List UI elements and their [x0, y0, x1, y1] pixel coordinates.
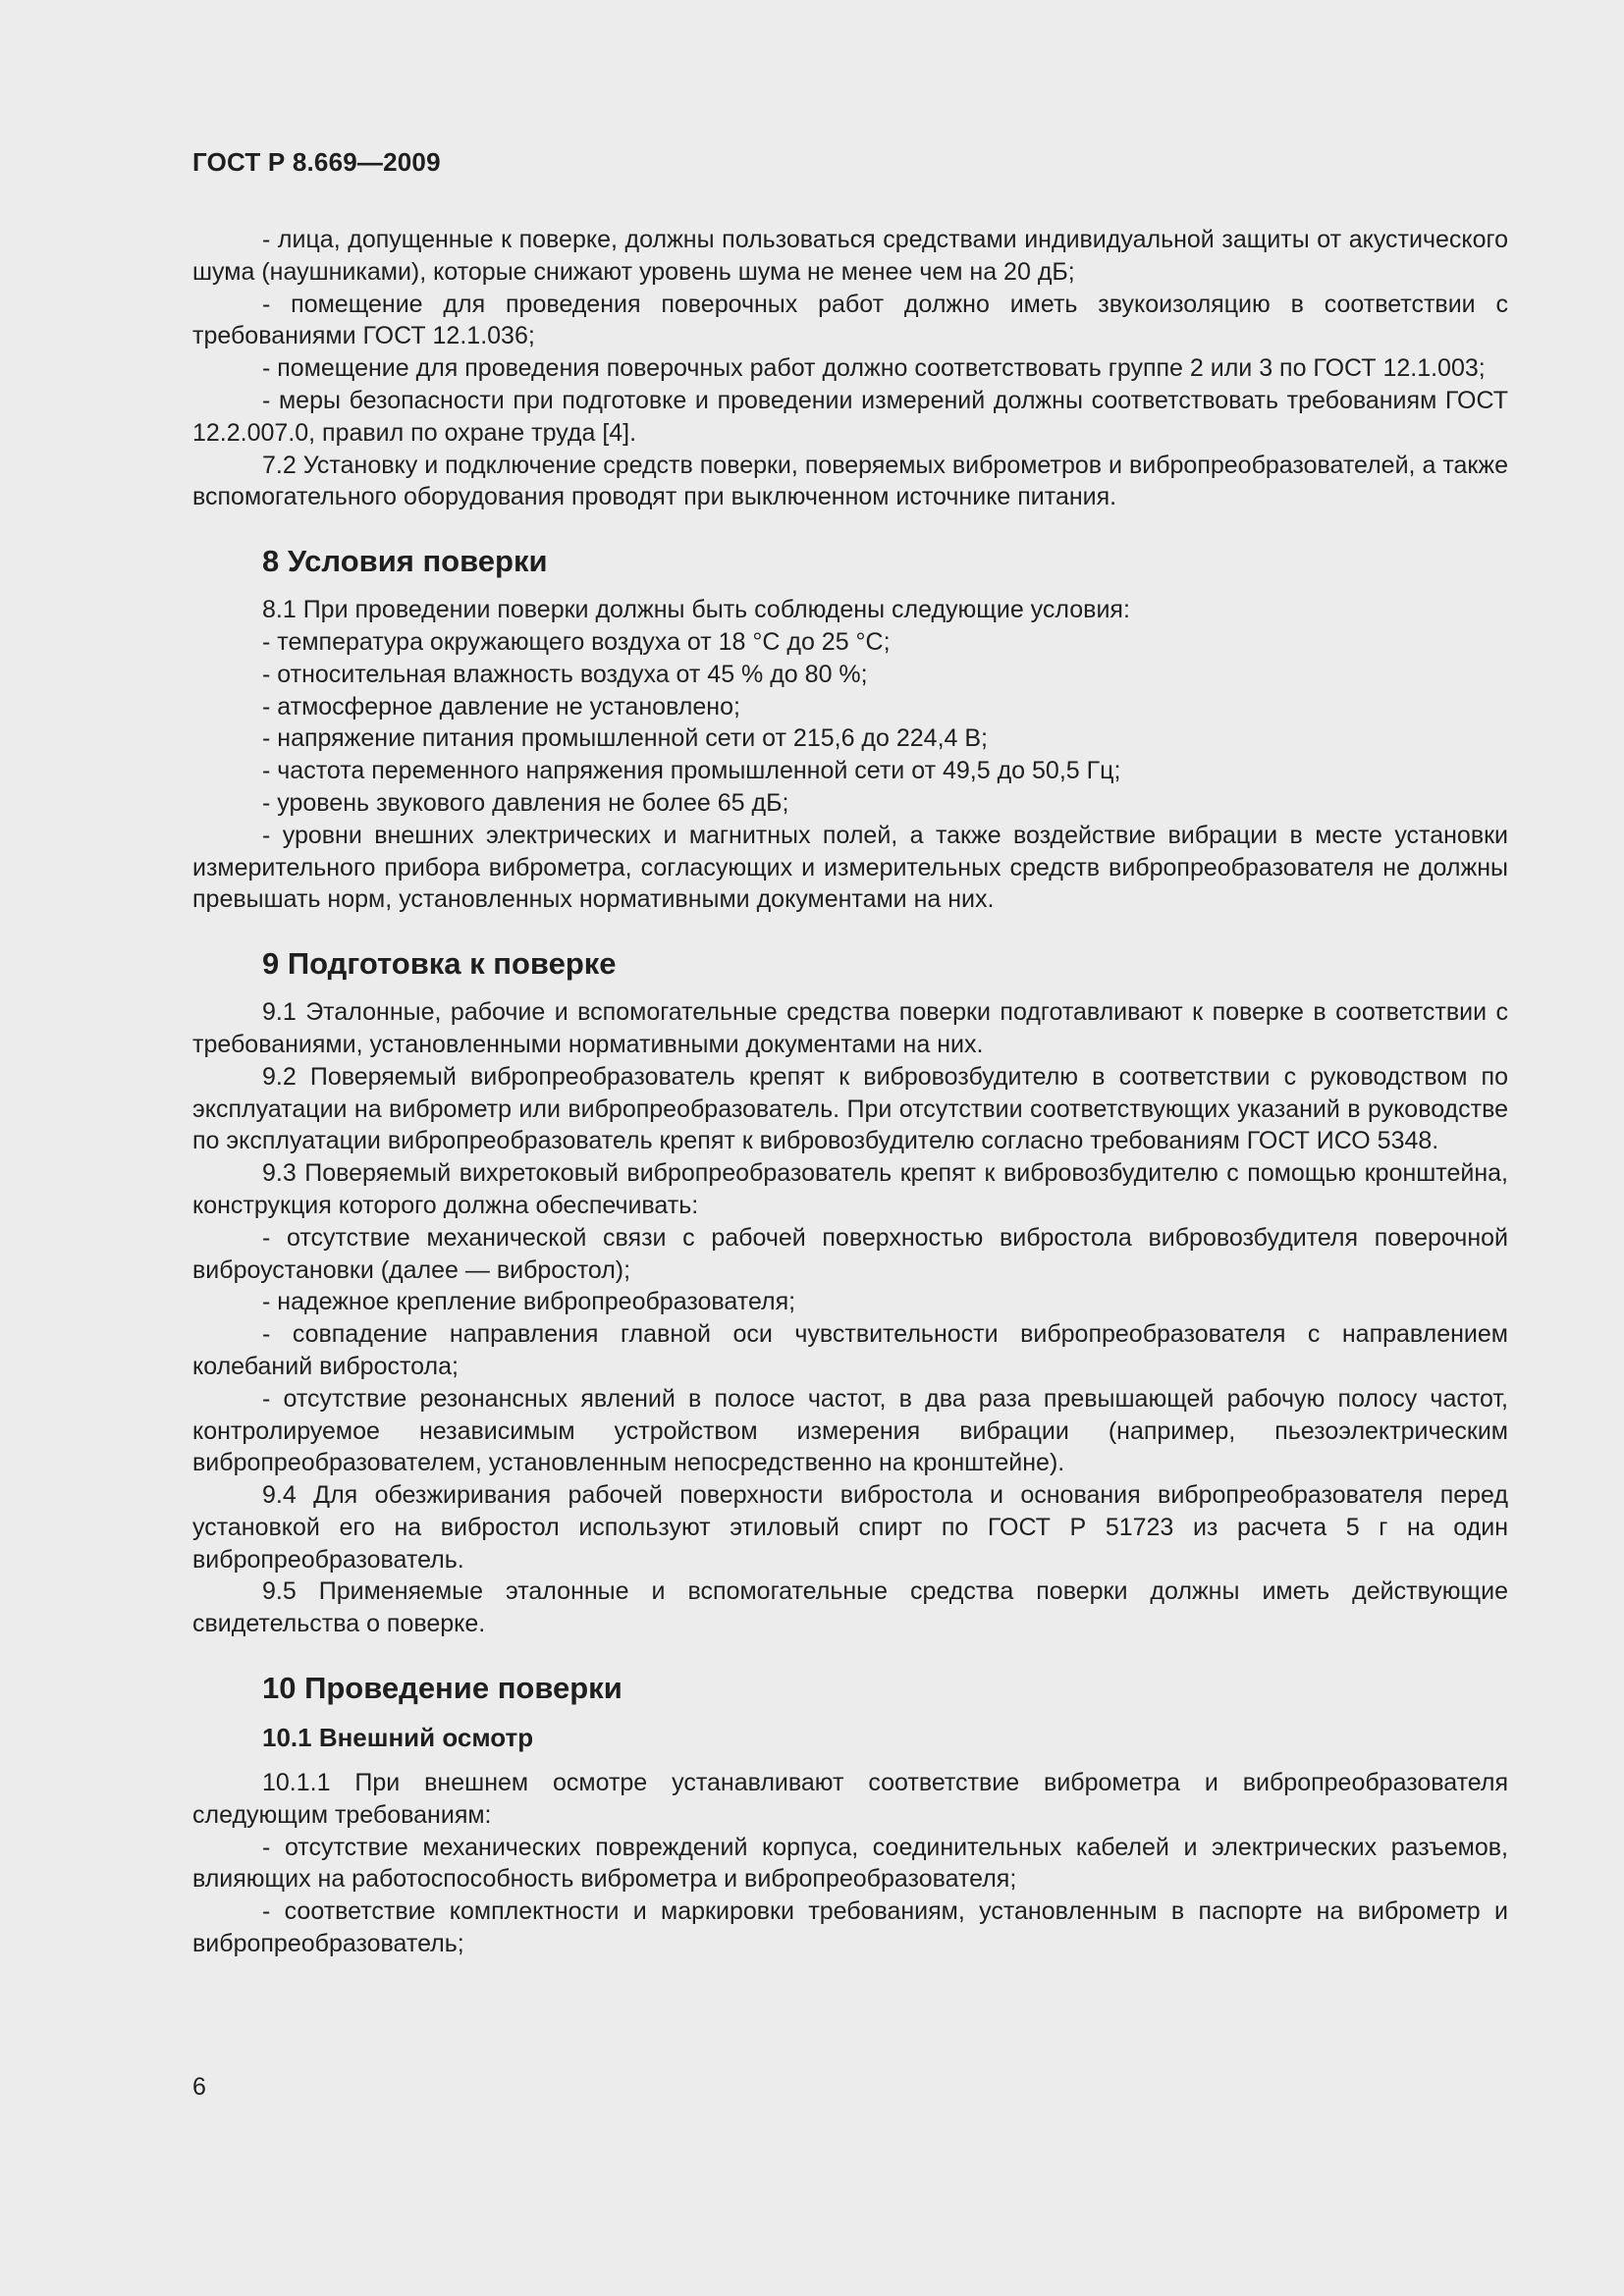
page-number: 6: [192, 2073, 206, 2101]
paragraph: - помещение для проведения поверочных работ должно соответствовать группе 2 или 3 по ГОСТ 12.1.003;: [262, 354, 1486, 383]
section-heading-9: 9 Подготовка к поверке: [262, 946, 617, 982]
paragraph: - помещение для проведения поверочных работ должно иметь звукоизоляцию в соответствии с требованиями ГОСТ 12.1.036;: [192, 290, 1508, 350]
paragraph: - уровни внешних электрических и магнитных полей, а также воздействие вибрации в месте установки измерительного прибора виброметра, согласующих и измерительных средств вибропреобразователя не должны превышать норм, установленных нормативными документами на них.: [192, 821, 1508, 914]
paragraph: - атмосферное давление не установлено;: [262, 692, 740, 721]
section-heading-10: 10 Проведение поверки: [262, 1671, 623, 1706]
paragraph: - отсутствие резонансных явлений в полосе частот, в два раза превышающей рабочую полосу частот, контролируемое независимым устройством измерения вибрации (например, пьезоэлектрическим вибропреобразователем, установленным непосредственно на кронштейне).: [192, 1384, 1508, 1477]
paragraph: - температура окружающего воздуха от 18 °С до 25 °С;: [262, 627, 891, 656]
document-code-header: ГОСТ Р 8.669—2009: [192, 147, 441, 177]
paragraph: - надежное крепление вибропреобразователя;: [262, 1288, 796, 1316]
paragraph: - лица, допущенные к поверке, должны пользоваться средствами индивидуальной защиты от акустического шума (наушниками), которые снижают уровень шума не менее чем на 20 дБ;: [192, 226, 1508, 286]
paragraph: 9.3 Поверяемый вихретоковый вибропреобразователь крепят к вибровозбудителю с помощью кронштейна, конструкция которого должна обеспечивать:: [192, 1159, 1508, 1219]
paragraph: - соответствие комплектности и маркировки требованиям, установленным в паспорте на виброметр и вибропреобразователь;: [192, 1897, 1508, 1958]
paragraph: - меры безопасности при подготовке и проведении измерений должны соответствовать требованиям ГОСТ 12.2.007.0, правил по охране труда [4].: [192, 386, 1508, 447]
paragraph: 9.5 Применяемые эталонные и вспомогательные средства поверки должны иметь действующие свидетельства о поверке.: [192, 1577, 1508, 1638]
section-heading-8: 8 Условия поверки: [262, 544, 548, 579]
paragraph: 10.1.1 При внешнем осмотре устанавливают соответствие виброметра и вибропреобразователя следующим требованиям:: [192, 1769, 1508, 1829]
paragraph: 9.1 Эталонные, рабочие и вспомогательные средства поверки подготавливают к поверке в соответствии с требованиями, установленными нормативными документами на них.: [192, 998, 1508, 1058]
paragraph: 9.4 Для обезжиривания рабочей поверхности вибростола и основания вибропреобразователя перед установкой его на вибростол используют этиловый спирт по ГОСТ Р 51723 из расчета 5 г на один вибропреобразователь.: [192, 1481, 1508, 1574]
paragraph: 7.2 Установку и подключение средств поверки, поверяемых виброметров и вибропреобразователей, а также вспомогательного оборудования проводят при выключенном источнике питания.: [192, 451, 1508, 511]
paragraph: - относительная влажность воздуха от 45 % до 80 %;: [262, 660, 868, 688]
paragraph: - уровень звукового давления не более 65 дБ;: [262, 788, 789, 817]
paragraph: - напряжение питания промышленной сети от 215,6 до 224,4 В;: [262, 724, 988, 753]
paragraph: - отсутствие механических повреждений корпуса, соединительных кабелей и электрических разъемов, влияющих на работоспособность виброметра и вибропреобразователя;: [192, 1833, 1508, 1894]
paragraph: 8.1 При проведении поверки должны быть соблюдены следующие условия:: [262, 596, 1130, 624]
paragraph: - отсутствие механической связи с рабочей поверхностью вибростола вибровозбудителя поверочной виброустановки (далее — вибростол);: [192, 1223, 1508, 1284]
document-body: [192, 224, 1508, 1960]
paragraph: 9.2 Поверяемый вибропреобразователь крепят к вибровозбудителю в соответствии с руководством по эксплуатации на виброметр или вибропреобразователь. При отсутствии соответствующих указаний в руководстве по эксплуатации вибропреобразователь крепят к вибровозбудителю согласно требованиям ГОСТ ИСО 5348.: [192, 1062, 1508, 1155]
paragraph: - частота переменного напряжения промышленной сети от 49,5 до 50,5 Гц;: [262, 757, 1121, 785]
paragraph: - совпадение направления главной оси чувствительности вибропреобразователя с направлением колебаний вибростола;: [192, 1320, 1508, 1380]
subsection-heading-10-1: 10.1 Внешний осмотр: [262, 1723, 534, 1753]
